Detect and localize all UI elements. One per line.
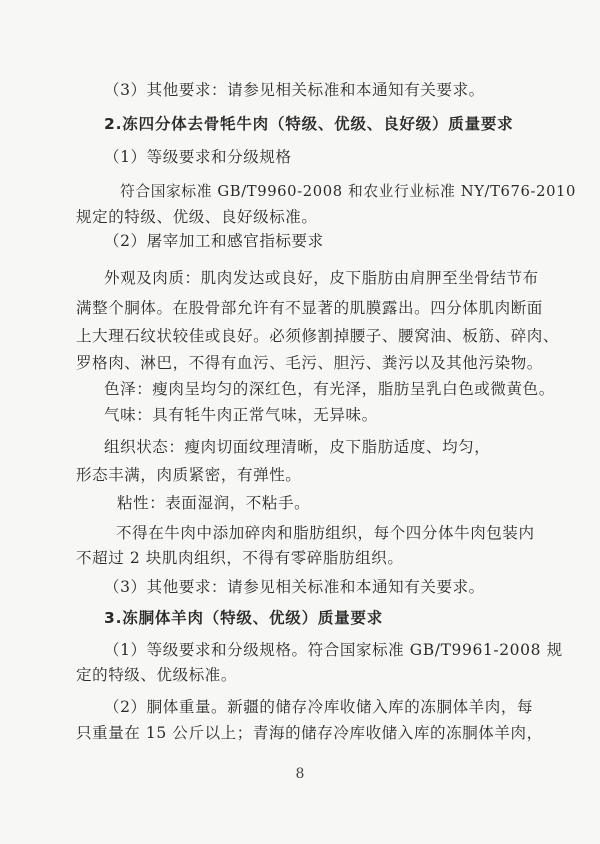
paragraph-line: 只重量在 15 公斤以上；青海的储存冷库收储入库的冻胴体羊肉， [76,724,543,742]
paragraph-line: 组织状态：瘦肉切面纹理清晰，皮下脂肪适度、均匀， [104,438,491,456]
paragraph-line: （1）等级要求和分级规格 [104,148,292,166]
paragraph-line: 形态丰满，肉质紧密，有弹性。 [76,466,302,484]
paragraph-line: （2）胴体重量。新疆的储存冷库收储入库的冻胴体羊肉，每 [104,698,534,716]
section-heading: 2.冻四分体去骨牦牛肉（特级、优级、良好级）质量要求 [104,115,514,133]
paragraph-line: 粘性：表面湿润，不粘手。 [117,494,311,512]
paragraph-line: 罗格肉、淋巴，不得有血污、毛污、胆污、粪污以及其他污染物。 [76,354,543,372]
paragraph-line: （2）屠宰加工和感官指标要求 [104,232,324,250]
paragraph-line: 上大理石纹状较佳或良好。必须修割掉腰子、腰窝油、板筋、碎肉、 [76,327,560,345]
paragraph-line: 色泽：瘦肉呈均匀的深红色，有光泽，脂肪呈乳白色或微黄色。 [104,380,555,398]
paragraph-line: 符合国家标准 GB/T9960-2008 和农业行业标准 NY/T676-2010 [120,183,577,200]
section-heading: 3.冻胴体羊肉（特级、优级）质量要求 [104,609,384,627]
paragraph-line: 规定的特级、优级、良好级标准。 [76,208,318,226]
paragraph-line: 定的特级、优级标准。 [76,666,238,684]
page-number: 8 [295,766,305,782]
paragraph-line: 不超过 2 块肌肉组织，不得有零碎脂肪组织。 [76,549,404,567]
paragraph-line: （3）其他要求：请参见相关标准和本通知有关要求。 [104,578,485,596]
paragraph-line: （1）等级要求和分级规格。符合国家标准 GB/T9961-2008 规 [104,641,563,659]
paragraph-line: 气味：具有牦牛肉正常气味，无异味。 [104,406,378,424]
paragraph-line: 满整个胴体。在股骨部允许有不显著的肌膜露出。四分体肌肉断面 [76,299,543,317]
paragraph-line: 不得在牛肉中添加碎肉和脂肪组织，每个四分体牛肉包装内 [116,524,535,542]
paragraph-line: 外观及肉质：肌肉发达或良好，皮下脂肪由肩胛至坐骨结节布 [104,269,539,287]
paragraph-line: （3）其他要求：请参见相关标准和本通知有关要求。 [104,81,485,99]
